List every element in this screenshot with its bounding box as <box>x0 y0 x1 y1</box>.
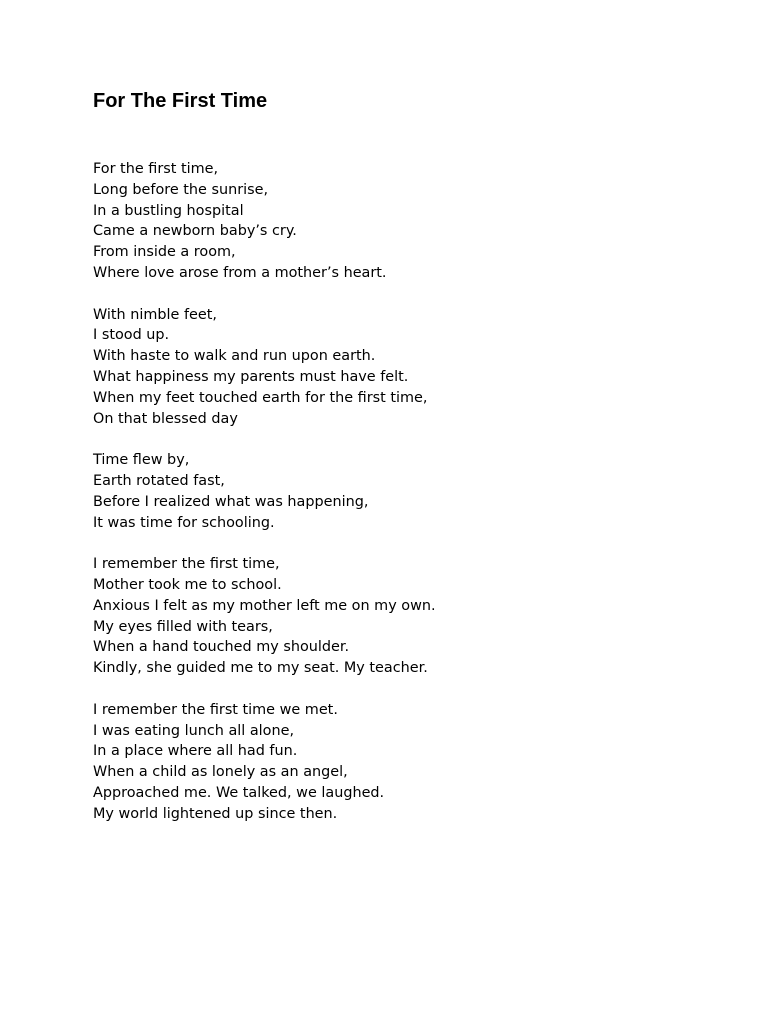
poem-line: I remember the first time we met. <box>93 701 338 718</box>
poem-line: For the first time, <box>93 161 219 177</box>
poem-line: On that blessed day <box>93 410 238 427</box>
poem-line: From inside a room, <box>93 244 236 261</box>
poem-line: In a place where all had fun. <box>93 743 298 760</box>
poem-line: Approached me. We talked, we laughed. <box>93 784 385 801</box>
poem-line: With nimble feet, <box>93 306 217 323</box>
poem-line: Kindly, she guided me to my seat. My teacher. <box>93 660 428 677</box>
poem-line: I stood up. <box>93 327 170 344</box>
poem-line: Came a newborn baby’s cry. <box>93 223 297 240</box>
poem-line: When my feet touched earth for the first time, <box>93 389 428 406</box>
poem-line: Where love arose from a mother’s heart. <box>93 264 387 281</box>
poem-line: Before I realized what was happening, <box>93 493 369 510</box>
stanza-3 <box>93 450 713 533</box>
stanza-5 <box>93 700 713 825</box>
poem-line: I remember the first time, <box>93 556 280 573</box>
poem-line: When a hand touched my shoulder. <box>93 639 350 656</box>
poem-line: In a bustling hospital <box>93 202 244 219</box>
stanza-4 <box>93 554 713 679</box>
poem-line: Earth rotated fast, <box>93 472 225 489</box>
poem-line: My world lightened up since then. <box>93 805 338 822</box>
poem-line: My eyes filled with tears, <box>93 618 273 635</box>
poem-line: Time flew by, <box>93 452 190 469</box>
poem-body <box>93 159 713 845</box>
stanza-2 <box>93 305 713 430</box>
poem-line: I was eating lunch all alone, <box>93 722 295 739</box>
poem-line: Mother took me to school. <box>93 576 282 593</box>
poem-line: When a child as lonely as an angel, <box>93 764 348 781</box>
poem-line: It was time for schooling. <box>93 514 275 531</box>
poem-line: What happiness my parents must have felt. <box>93 368 409 385</box>
stanza-1 <box>93 159 713 284</box>
poem-line: Anxious I felt as my mother left me on my own. <box>93 597 436 614</box>
poem-title: For The First Time <box>93 90 268 112</box>
poem-line: With haste to walk and run upon earth. <box>93 348 376 365</box>
poem-line: Long before the sunrise, <box>93 181 269 198</box>
